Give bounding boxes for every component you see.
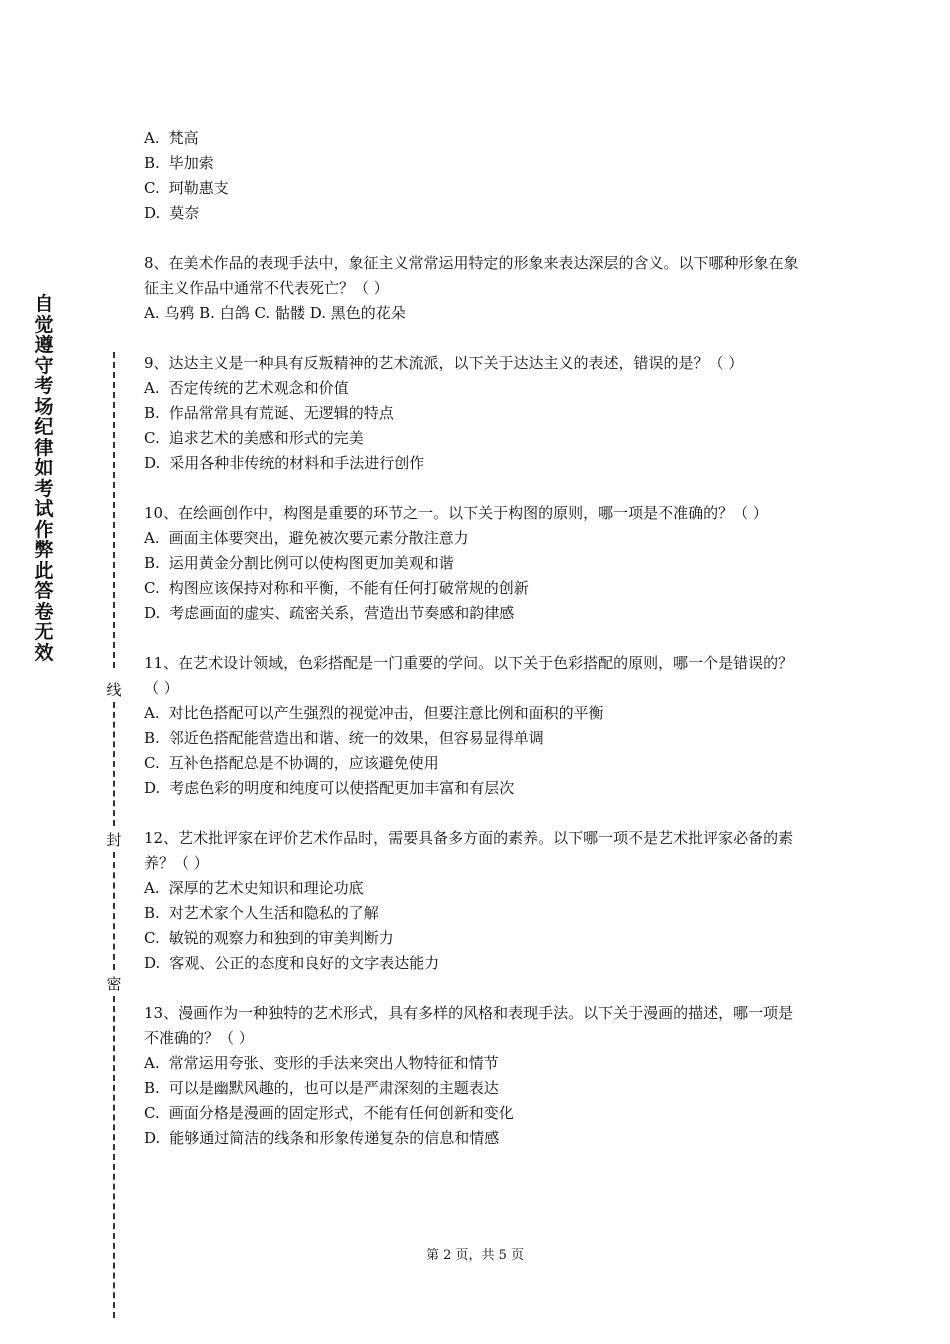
option-d[interactable]: D. 考虑画面的虚实、疏密关系，营造出节奏感和韵律感 (144, 604, 515, 622)
seal-dashed-line (113, 852, 115, 970)
option-c[interactable]: C. 敏锐的观察力和独到的审美判断力 (144, 929, 394, 947)
option-a[interactable]: A. 常常运用夸张、变形的手法来突出人物特征和情节 (144, 1054, 499, 1072)
question-stem: 13、漫画作为一种独特的艺术形式，具有多样的风格和表现手法。以下关于漫画的描述，哪一项是不准确的？（ ） (144, 1004, 794, 1047)
question-9 (144, 351, 808, 476)
question-block (144, 126, 808, 226)
option-d[interactable]: D. 考虑色彩的明度和纯度可以使搭配更加丰富和有层次 (144, 779, 515, 797)
option-c[interactable]: C. 追求艺术的美感和形式的完美 (144, 429, 364, 447)
seal-dashed-line (113, 996, 115, 1318)
option-a[interactable]: A. 对比色搭配可以产生强烈的视觉冲击，但要注意比例和面积的平衡 (144, 704, 604, 722)
seal-dashed-line (113, 352, 115, 668)
seal-char-mi: 密 (104, 974, 124, 994)
question-stem: 12、艺术批评家在评价艺术作品时，需要具备多方面的素养。以下哪一项不是艺术批评家必备的素养？（ ） (144, 829, 794, 872)
question-list (144, 126, 808, 1176)
option-b[interactable]: B. 对艺术家个人生活和隐私的了解 (144, 904, 379, 922)
option-d[interactable]: D. 采用各种非传统的材料和手法进行创作 (144, 454, 425, 472)
option-b[interactable]: B. 运用黄金分割比例可以使构图更加美观和谐 (144, 554, 454, 572)
option-a[interactable]: A. 画面主体要突出，避免被次要元素分散注意力 (144, 529, 469, 547)
question-stem: 9、达达主义是一种具有反叛精神的艺术流派，以下关于达达主义的表述，错误的是？（ ） (144, 354, 744, 372)
question-stem: 8、在美术作品的表现手法中，象征主义常常运用特定的形象来表达深层的含义。以下哪种形象在象征主义作品中通常不代表死亡？（ ） (144, 254, 799, 297)
option-d[interactable]: D. 莫奈 (144, 204, 200, 222)
question-11 (144, 651, 808, 801)
option-a[interactable]: A. 深厚的艺术史知识和理论功底 (144, 879, 364, 897)
option-c[interactable]: C. 互补色搭配总是不协调的，应该避免使用 (144, 754, 439, 772)
option-b[interactable]: B. 作品常常具有荒诞、无逻辑的特点 (144, 404, 394, 422)
seal-char-feng: 封 (104, 830, 124, 850)
option-c[interactable]: C. 画面分格是漫画的固定形式，不能有任何创新和变化 (144, 1104, 514, 1122)
question-12 (144, 826, 808, 976)
option-d[interactable]: D. 客观、公正的态度和良好的文字表达能力 (144, 954, 440, 972)
option-d[interactable]: D. 能够通过简洁的线条和形象传递复杂的信息和情感 (144, 1129, 500, 1147)
option-b[interactable]: B. 邻近色搭配能营造出和谐、统一的效果，但容易显得单调 (144, 729, 544, 747)
question-8 (144, 251, 808, 326)
option-a[interactable]: A. 梵高 (144, 129, 199, 147)
question-13 (144, 1001, 808, 1151)
seal-char-xian: 线 (104, 680, 124, 700)
option-b[interactable]: B. 可以是幽默风趣的，也可以是严肃深刻的主题表达 (144, 1079, 499, 1097)
option-c[interactable]: C. 构图应该保持对称和平衡，不能有任何打破常规的创新 (144, 579, 529, 597)
inline-options[interactable]: A. 乌鸦 B. 白鸽 C. 骷髅 D. 黑色的花朵 (144, 304, 406, 322)
margin-exam-notice: 自觉遵守考场纪律如考试作弊此答卷无效 (34, 293, 54, 664)
question-10 (144, 501, 808, 626)
option-b[interactable]: B. 毕加索 (144, 154, 214, 172)
option-a[interactable]: A. 否定传统的艺术观念和价值 (144, 379, 349, 397)
question-stem: 10、在绘画创作中，构图是重要的环节之一。以下关于构图的原则，哪一项是不准确的？（ ） (144, 504, 768, 522)
option-c[interactable]: C. 珂勒惠支 (144, 179, 229, 197)
page-footer: 第 2 页，共 5 页 (425, 1248, 525, 1263)
question-stem: 11、在艺术设计领域，色彩搭配是一门重要的学问。以下关于色彩搭配的原则，哪一个是错误的？（ ） (144, 654, 794, 697)
seal-dashed-line (113, 702, 115, 826)
